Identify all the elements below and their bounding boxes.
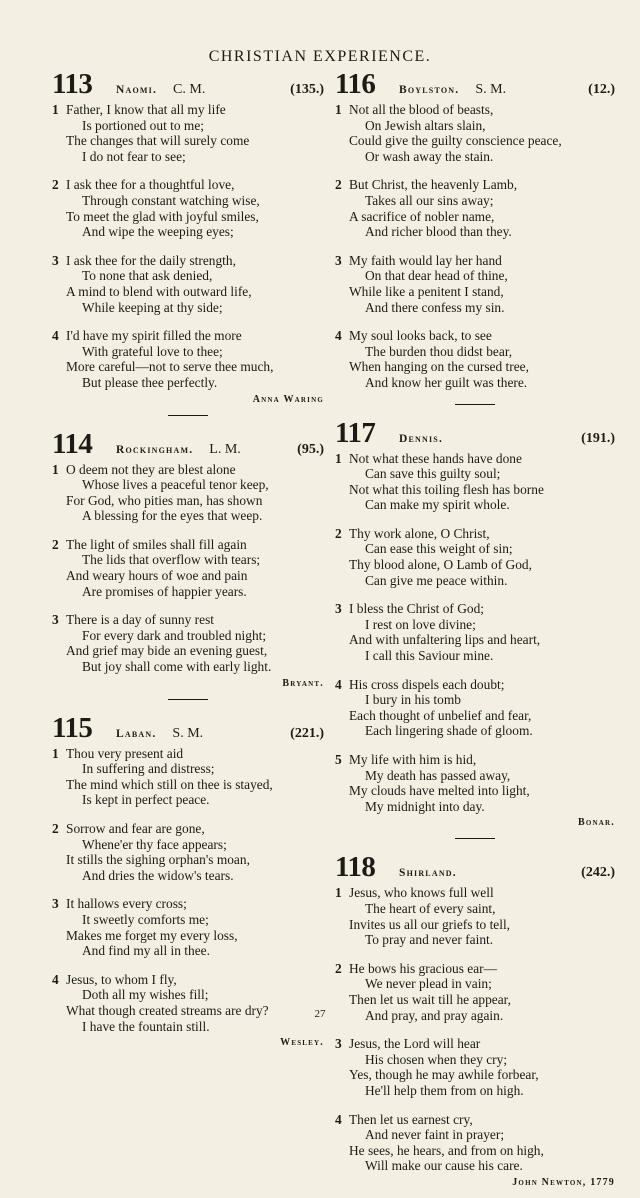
verse-line	[335, 102, 615, 118]
verse-line	[52, 1019, 324, 1035]
verse-text: Can make my spirit whole.	[365, 497, 510, 513]
verse-text: He bows his gracious ear—	[349, 960, 498, 976]
verse-line	[52, 659, 324, 675]
tune-name: Laban.	[116, 727, 157, 740]
verse-line	[52, 477, 324, 493]
verse-line	[335, 976, 615, 992]
verse-line	[52, 943, 324, 959]
verse-text: A blessing for the eyes that weep.	[82, 508, 263, 524]
tune-reference: (242.)	[581, 865, 615, 881]
verse-text: My midnight into day.	[365, 798, 485, 814]
stanza	[335, 102, 615, 164]
verse-line	[52, 284, 324, 300]
stanza-number: 3	[52, 896, 59, 912]
verse-text: To none that ask denied,	[82, 268, 213, 284]
stanza	[52, 462, 324, 524]
verse-line	[335, 133, 615, 149]
verse-line	[335, 783, 615, 799]
hymn-number: 113	[52, 68, 93, 100]
verse-line	[335, 752, 615, 768]
verse-text: Jesus, to whom I fly,	[66, 971, 177, 987]
verse-line	[335, 253, 615, 269]
verse-text: Thy blood alone, O Lamb of God,	[349, 557, 532, 573]
verse-line	[335, 885, 615, 901]
verse-line	[335, 193, 615, 209]
verse-text: But please thee perfectly.	[82, 374, 218, 390]
stanza-number: 1	[335, 450, 342, 466]
verse-text: Each thought of unbelief and fear,	[349, 707, 532, 723]
meter: C. M.	[173, 82, 206, 97]
verse-text: The light of smiles shall fill again	[66, 536, 247, 552]
verse-line	[52, 177, 324, 193]
stanza-number: 4	[52, 971, 59, 987]
verse-text: The changes that will surely come	[66, 133, 250, 149]
verse-line	[52, 328, 324, 344]
verse-text: And find my all in thee.	[82, 943, 210, 959]
verse-text: Through constant watching wise,	[82, 192, 260, 208]
stanza-number: 1	[335, 102, 342, 117]
stanza-number: 1	[52, 745, 59, 761]
stanza	[52, 821, 324, 883]
hymn-number: 118	[335, 851, 376, 884]
verse-line	[52, 537, 324, 553]
verse-line	[52, 777, 324, 793]
stanza-number: 4	[335, 328, 342, 344]
verse-line	[335, 1036, 615, 1052]
verse-line	[52, 821, 324, 837]
verse-line	[335, 1067, 615, 1083]
verse-line	[52, 462, 324, 478]
page-number: 27	[314, 1008, 326, 1020]
hymn-number: 115	[52, 711, 93, 744]
verse-line	[335, 992, 615, 1008]
verse-line	[335, 632, 615, 648]
stanza	[335, 677, 615, 739]
verse-text: More careful—not to serve thee much,	[66, 359, 274, 375]
verse-line	[335, 901, 615, 917]
stanza	[52, 177, 324, 239]
verse-line	[52, 209, 324, 225]
verse-text: I do not fear to see;	[82, 148, 186, 164]
verse-text: To meet the glad with joyful smiles,	[66, 208, 259, 224]
verse-line	[52, 584, 324, 600]
stanza-number: 4	[335, 676, 342, 692]
verse-line	[335, 224, 615, 240]
verse-line	[52, 896, 324, 912]
verse-text: Can give me peace within.	[365, 572, 508, 588]
verse-text: And richer blood than they.	[365, 224, 512, 240]
tune-reference: (221.)	[290, 725, 324, 741]
verse-text: It hallows every cross;	[66, 896, 187, 912]
verse-text: I ask thee for a thoughtful love,	[66, 177, 235, 193]
verse-text: It stills the sighing orphan's moan,	[66, 852, 250, 868]
hymn-number: 114	[52, 427, 93, 460]
verse-text: Is portioned out to me;	[82, 117, 204, 133]
verse-text: He sees, he hears, and from on high,	[349, 1142, 544, 1158]
verse-line	[335, 677, 615, 693]
verse-line	[335, 708, 615, 724]
stanza-number: 1	[52, 102, 59, 117]
verse-line	[335, 359, 615, 375]
verse-text: My death has passed away,	[365, 767, 511, 783]
verse-text: To pray and never faint.	[365, 932, 494, 948]
stanza	[335, 177, 615, 239]
verse-text: But Christ, the heavenly Lamb,	[349, 177, 518, 193]
stanza	[335, 885, 615, 947]
right-column	[335, 68, 615, 1198]
verse-text: The burden thou didst bear,	[365, 343, 513, 359]
stanza-number: 1	[52, 461, 59, 477]
verse-line	[335, 648, 615, 664]
verse-text: Thy work alone, O Christ,	[349, 525, 490, 541]
verse-text: Invites us all our griefs to tell,	[349, 916, 511, 932]
divider	[168, 415, 208, 416]
verse-text: Jesus, who knows full well	[349, 885, 494, 901]
divider	[455, 404, 495, 405]
verse-text: A sacrifice of nobler name,	[349, 208, 495, 224]
meter: L. M.	[209, 441, 241, 457]
tune-name: Naomi.	[116, 84, 158, 96]
verse-text: Whose lives a peaceful tenor keep,	[82, 477, 269, 493]
verse-line	[335, 692, 615, 708]
hymn-header	[52, 712, 324, 746]
verse-line	[52, 746, 324, 762]
verse-text: I bless the Christ of God;	[349, 601, 485, 617]
verse-text: It sweetly comforts me;	[82, 911, 209, 927]
verse-text: A mind to blend with outward life,	[66, 283, 252, 299]
verse-line	[52, 987, 324, 1003]
stanza	[335, 451, 615, 513]
verse-line	[335, 118, 615, 134]
verse-line	[52, 792, 324, 808]
verse-text: And wipe the weeping eyes;	[82, 224, 234, 240]
verse-line	[335, 1112, 615, 1128]
verse-text: In suffering and distress;	[82, 761, 215, 777]
stanza	[335, 752, 615, 814]
verse-text: Sorrow and fear are gone,	[66, 821, 205, 836]
verse-text: Father, I know that all my life	[66, 102, 226, 117]
divider	[168, 699, 208, 700]
stanza-number: 3	[335, 252, 342, 268]
hymn-114	[52, 428, 324, 689]
verse-text: My faith would lay her hand	[349, 252, 502, 268]
hymn-header	[335, 68, 615, 102]
verse-line	[52, 359, 324, 375]
tune-name: Dennis.	[399, 432, 444, 445]
verse-line	[52, 300, 324, 316]
stanza-number: 2	[335, 525, 342, 541]
hymn-number: 117	[335, 416, 376, 449]
verse-line	[52, 852, 324, 868]
stanza	[335, 601, 615, 663]
verse-text: Can ease this weight of sin;	[365, 541, 513, 557]
verse-text: Will make our cause his care.	[365, 1158, 523, 1174]
verse-line	[52, 508, 324, 524]
stanza-number: 2	[335, 960, 342, 976]
verse-text: The lids that overflow with tears;	[82, 552, 261, 568]
verse-text: Could give the guilty conscience peace,	[349, 133, 562, 149]
verse-text: What though created streams are dry?	[66, 1002, 269, 1018]
verse-text: And know her guilt was there.	[365, 374, 528, 390]
verse-line	[52, 643, 324, 659]
verse-text: Makes me forget my every loss,	[66, 927, 238, 943]
stanza-number: 4	[335, 1111, 342, 1127]
stanza	[52, 328, 324, 390]
stanza-number: 3	[335, 601, 342, 617]
verse-text: His chosen when they cry;	[365, 1051, 508, 1067]
verse-text: On that dear head of thine,	[365, 268, 508, 284]
stanza-number: 2	[335, 177, 342, 193]
verse-line	[335, 617, 615, 633]
verse-text: O deem not they are blest alone	[66, 461, 236, 477]
author: John Newton, 1779	[512, 1176, 615, 1188]
verse-text: And with unfaltering lips and heart,	[349, 632, 541, 648]
verse-text: Then let us wait till he appear,	[349, 991, 511, 1007]
stanza-number: 3	[335, 1036, 342, 1052]
verse-text: Thou very present aid	[66, 745, 184, 761]
verse-text: On Jewish altars slain,	[365, 117, 486, 133]
verse-text: I'd have my spirit filled the more	[66, 328, 242, 344]
stanza-number: 2	[52, 536, 59, 552]
verse-line	[52, 344, 324, 360]
verse-line	[335, 1158, 615, 1174]
verse-text: I call this Saviour mine.	[365, 648, 494, 664]
verse-line	[52, 868, 324, 884]
hymn-header	[335, 851, 615, 885]
verse-line	[335, 723, 615, 739]
page-header: CHRISTIAN EXPERIENCE.	[208, 48, 432, 65]
verse-text: I have the fountain still.	[82, 1018, 210, 1034]
verse-line	[335, 1083, 615, 1099]
verse-text: My soul looks back, to see	[349, 328, 492, 344]
verse-line	[335, 601, 615, 617]
verse-line	[335, 526, 615, 542]
author: Bryant.	[282, 677, 324, 689]
verse-text: We never plead in vain;	[365, 976, 492, 992]
verse-text: And pray, and pray again.	[365, 1007, 504, 1023]
hymn-number: 116	[335, 68, 376, 100]
meter: S. M.	[172, 725, 204, 741]
verse-line	[335, 466, 615, 482]
stanza	[335, 253, 615, 315]
verse-line	[335, 541, 615, 557]
verse-text: The mind which still on thee is stayed,	[66, 776, 273, 792]
verse-text: For every dark and troubled night;	[82, 627, 267, 643]
verse-line	[52, 253, 324, 269]
verse-text: My clouds have melted into light,	[349, 783, 530, 799]
verse-line	[52, 628, 324, 644]
verse-line	[335, 573, 615, 589]
verse-text: Doth all my wishes fill;	[82, 987, 209, 1003]
tune-reference: (95.)	[297, 441, 324, 457]
tune-reference: (12.)	[588, 82, 615, 97]
verse-text: For God, who pities man, has shown	[66, 492, 263, 508]
verse-line	[52, 568, 324, 584]
stanza	[52, 537, 324, 599]
hymn-113	[52, 68, 324, 405]
verse-text: Not all the blood of beasts,	[349, 102, 494, 117]
verse-text: But joy shall come with early light.	[82, 659, 272, 675]
stanza-number: 2	[52, 821, 59, 836]
verse-line	[335, 177, 615, 193]
verse-line	[335, 1052, 615, 1068]
verse-line	[335, 451, 615, 467]
verse-line	[335, 768, 615, 784]
verse-text: My life with him is hid,	[349, 752, 477, 767]
verse-text: I bury in his tomb	[365, 692, 461, 708]
verse-text: Or wash away the stain.	[365, 148, 494, 164]
verse-line	[335, 344, 615, 360]
verse-text: Is kept in perfect peace.	[82, 792, 210, 808]
verse-line	[335, 557, 615, 573]
verse-line	[52, 837, 324, 853]
verse-text: While keeping at thy side;	[82, 299, 223, 315]
stanza	[52, 746, 324, 808]
stanza-number: 2	[52, 177, 59, 193]
tune-name: Rockingham.	[116, 443, 194, 456]
verse-text: When hanging on the cursed tree,	[349, 359, 529, 375]
verse-text: Each lingering shade of gloom.	[365, 723, 533, 739]
stanza	[52, 102, 324, 164]
stanza-number: 4	[52, 328, 59, 344]
verse-line	[52, 118, 324, 134]
verse-line	[52, 972, 324, 988]
verse-line	[52, 493, 324, 509]
tune-reference: (191.)	[581, 430, 615, 446]
verse-text: I rest on love divine;	[365, 616, 476, 632]
verse-text: There is a day of sunny rest	[66, 612, 214, 628]
verse-text: And dries the widow's tears.	[82, 867, 234, 883]
verse-text: Can save this guilty soul;	[365, 466, 501, 482]
hymn-header	[52, 68, 324, 102]
hymn-header	[52, 428, 324, 462]
verse-text: Jesus, the Lord will hear	[349, 1036, 481, 1052]
verse-line	[335, 932, 615, 948]
verse-line	[335, 375, 615, 391]
verse-line	[335, 328, 615, 344]
stanza-number: 1	[335, 885, 342, 901]
verse-text: With grateful love to thee;	[82, 343, 223, 359]
verse-text: And there confess my sin.	[365, 299, 505, 315]
author: Wesley.	[280, 1037, 324, 1049]
author: Bonar.	[578, 817, 615, 829]
stanza	[335, 1112, 615, 1174]
verse-text: Are promises of happier years.	[82, 583, 247, 599]
stanza-number: 3	[52, 252, 59, 268]
verse-line	[52, 552, 324, 568]
stanza-number: 5	[335, 752, 342, 767]
verse-line	[52, 928, 324, 944]
verse-line	[52, 224, 324, 240]
verse-line	[335, 497, 615, 513]
verse-line	[335, 799, 615, 815]
verse-line	[335, 482, 615, 498]
tune-name: Boylston.	[399, 84, 460, 96]
verse-text: His cross dispels each doubt;	[349, 676, 505, 692]
verse-line	[335, 284, 615, 300]
verse-text: The heart of every saint,	[365, 900, 496, 916]
verse-line	[52, 761, 324, 777]
verse-text: I ask thee for the daily strength,	[66, 252, 236, 268]
stanza	[52, 253, 324, 315]
hymn-117	[335, 417, 615, 829]
divider	[455, 838, 495, 839]
verse-line	[52, 102, 324, 118]
verse-line	[52, 149, 324, 165]
meter: S. M.	[475, 82, 507, 97]
verse-text: Takes all our sins away;	[365, 192, 494, 208]
verse-text: Not what these hands have done	[349, 450, 522, 466]
verse-line	[335, 917, 615, 933]
author: Anna Waring	[252, 393, 324, 405]
verse-line	[52, 268, 324, 284]
verse-line	[335, 300, 615, 316]
stanza	[335, 526, 615, 588]
verse-text: Whene'er thy face appears;	[82, 836, 227, 852]
hymn-116	[335, 68, 615, 391]
verse-text: Yes, though he may awhile forbear,	[349, 1067, 539, 1083]
hymn-header	[335, 417, 615, 451]
verse-text: While like a penitent I stand,	[349, 283, 504, 299]
verse-line	[335, 1127, 615, 1143]
left-column	[52, 68, 324, 1058]
verse-line	[52, 193, 324, 209]
stanza	[52, 612, 324, 674]
verse-text: Then let us earnest cry,	[349, 1111, 473, 1127]
tune-reference: (135.)	[290, 82, 324, 97]
stanza	[335, 328, 615, 390]
verse-text: And never faint in prayer;	[365, 1127, 505, 1143]
tune-name: Shirland.	[399, 867, 457, 880]
verse-line	[335, 961, 615, 977]
verse-line	[335, 1143, 615, 1159]
verse-text: He'll help them from on high.	[365, 1082, 524, 1098]
verse-text: Not what this toiling flesh has borne	[349, 481, 544, 497]
verse-text: And grief may bide an evening guest,	[66, 643, 268, 659]
verse-line	[335, 268, 615, 284]
verse-line	[52, 133, 324, 149]
stanza	[52, 896, 324, 958]
verse-line	[52, 912, 324, 928]
stanza	[52, 972, 324, 1034]
stanza-number: 3	[52, 612, 59, 628]
hymn-115	[52, 712, 324, 1049]
verse-line	[335, 209, 615, 225]
stanza	[335, 1036, 615, 1098]
verse-line	[52, 612, 324, 628]
verse-line	[52, 375, 324, 391]
verse-text: And weary hours of woe and pain	[66, 568, 248, 584]
verse-line	[335, 149, 615, 165]
